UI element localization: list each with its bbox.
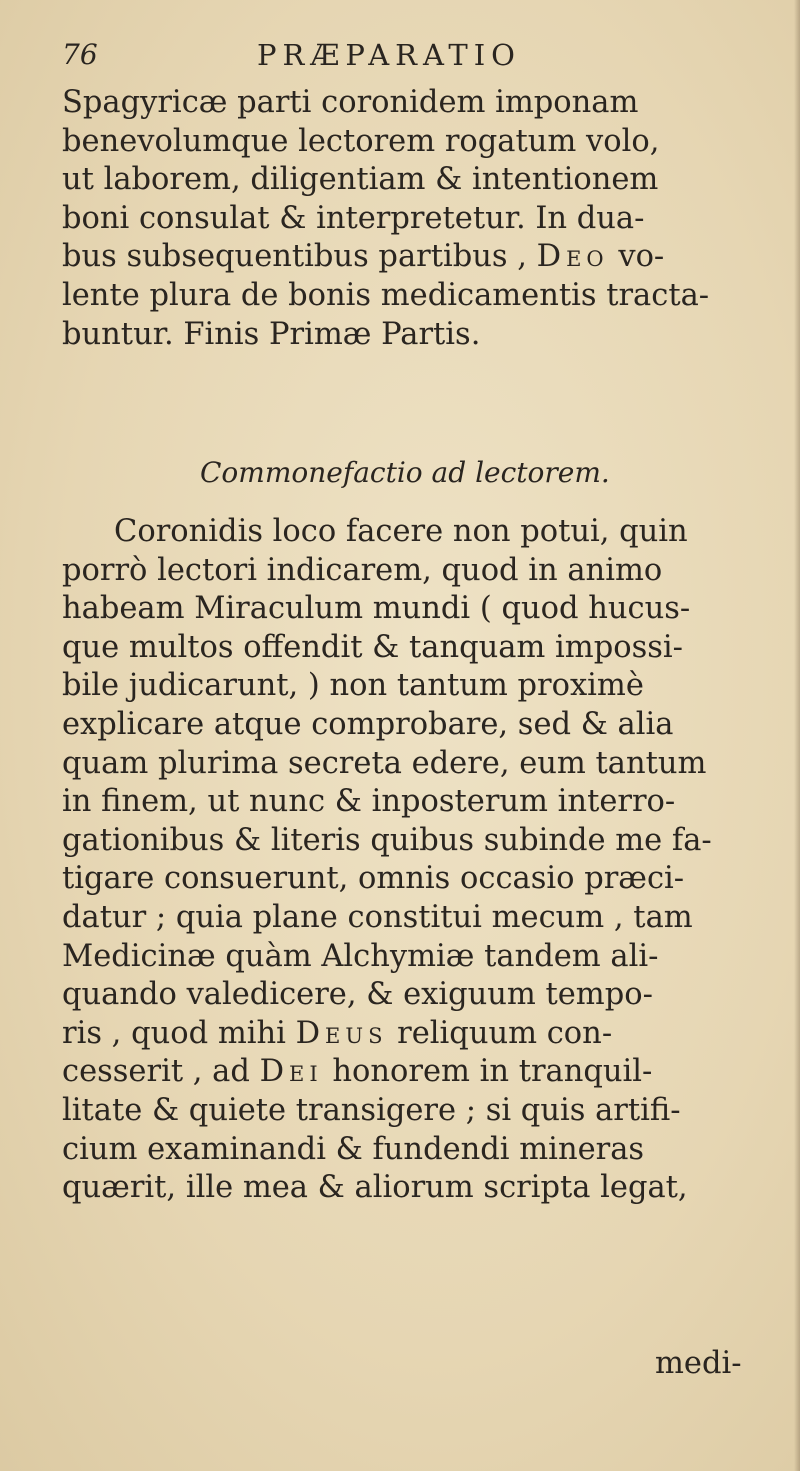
text-line: que multos offendit & tanquam impossi- <box>62 629 683 665</box>
text-line: lente plura de bonis medicamentis tracta- <box>62 277 710 313</box>
text-line: Coronidis loco facere non potui, quin <box>114 514 688 549</box>
text-line: Spagyricæ parti coronidem imponam <box>62 85 639 120</box>
page-edge-shadow <box>794 0 800 1471</box>
text-segment: vo- <box>608 239 665 275</box>
running-title: PRÆPARATIO <box>257 38 521 72</box>
text-segment: cesserit , ad <box>62 1054 260 1090</box>
text-line-deo <box>62 238 797 277</box>
text-line: in finem, ut nunc & inposterum interro- <box>62 784 676 820</box>
text-segment: honorem in tranquil- <box>322 1054 653 1090</box>
catchword: medi- <box>655 1346 742 1381</box>
text-line: bile judicarunt, ) non tantum proximè <box>62 668 644 704</box>
page-number: 76 <box>62 38 98 71</box>
name-dei: Dei <box>259 1054 323 1090</box>
text-line: ut laborem, diligentiam & intentionem <box>62 162 659 198</box>
text-line: tigare consuerunt, omnis occasio præci- <box>62 861 685 897</box>
text-line: boni consulat & interpretetur. In dua- <box>62 200 645 236</box>
name-deus: Deus <box>295 1015 388 1051</box>
text-line: datur ; quia plane constitui mecum , tam <box>62 899 693 935</box>
text-line: benevolumque lectorem rogatum volo, <box>62 123 660 159</box>
text-line: gationibus & literis quibus subinde me fa- <box>62 822 712 858</box>
text-line: explicare atque comprobare, sed & alia <box>62 706 674 742</box>
text-line: porrò lectori indicarem, quod in animo <box>62 552 663 588</box>
text-line: habeam Miraculum mundi ( quod hucus- <box>62 591 691 627</box>
name-deo: Deo <box>536 239 609 275</box>
paragraph-1 <box>62 84 797 354</box>
text-line: quam plurima secreta edere, eum tantum <box>62 745 707 781</box>
section-heading: Commonefactio ad lectorem. <box>200 456 610 489</box>
text-segment: ris , quod mihi <box>62 1015 296 1051</box>
text-line: Medicinæ quàm Alchymiæ tandem ali- <box>62 938 659 974</box>
text-line: cium examinandi & fundendi mineras <box>62 1131 645 1167</box>
running-head <box>62 38 782 78</box>
text-line: litate & quiete transigere ; si quis artifi- <box>62 1092 681 1128</box>
text-segment: bus subsequentibus partibus , <box>62 239 537 275</box>
text-line: buntur. Finis Primæ Partis. <box>62 316 481 352</box>
text-line: quærit, ille mea & aliorum scripta legat, <box>62 1170 688 1206</box>
text-line-deus <box>62 1015 797 1054</box>
text-line: quando valedicere, & exiguum tempo- <box>62 977 653 1013</box>
text-line-dei <box>62 1053 797 1092</box>
text-segment: reliquum con- <box>387 1015 613 1051</box>
paragraph-2 <box>62 513 797 1208</box>
